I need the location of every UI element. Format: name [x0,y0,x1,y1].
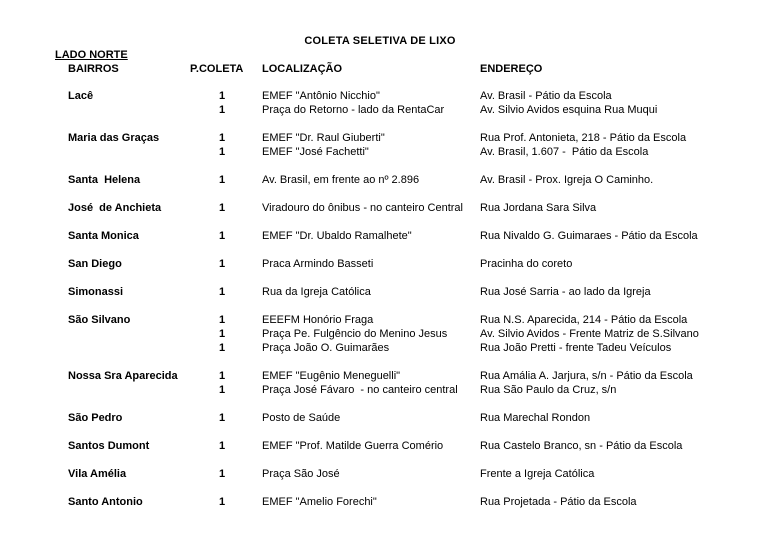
table-row [0,495,768,509]
bairro-name: Lacê [68,90,94,102]
point-location: Praça José Fávaro - no canteiro central [262,384,458,396]
point-count: 1 [218,146,226,158]
bairro-name: São Pedro [68,412,123,424]
point-location: EMEF "Antônio Nicchio" [262,90,380,102]
point-count: 1 [218,440,226,452]
bairro-points [190,257,768,271]
point-row [190,103,768,117]
document-title: COLETA SELETIVA DE LIXO [304,35,456,47]
point-row [190,145,768,159]
table-row [0,173,768,187]
point-address: Av. Brasil - Prox. Igreja O Caminho. [480,174,654,186]
bairro-points [190,173,768,187]
point-count: 1 [218,370,226,382]
point-row [190,411,768,425]
point-row [190,313,768,327]
point-count: 1 [218,468,226,480]
point-location: Praca Armindo Basseti [262,258,374,270]
table-row [0,257,768,271]
point-address: Rua São Paulo da Cruz, s/n [480,384,617,396]
point-address: Rua Jordana Sara Silva [480,202,597,214]
column-header-bairros: BAIRROS [68,63,119,75]
rows [0,89,768,523]
point-location: EMEF "José Fachetti" [262,146,369,158]
point-row [190,327,768,341]
point-address: Pracinha do coreto [480,258,573,270]
point-count: 1 [218,174,226,186]
table-header-row [0,62,768,76]
table-row [0,89,768,117]
table-row [0,229,768,243]
table-row [0,313,768,355]
bairro-points [190,131,768,159]
point-location: EMEF "Prof. Matilde Guerra Comério [262,440,444,452]
point-count: 1 [218,132,226,144]
point-count: 1 [218,202,226,214]
point-address: Rua Marechal Rondon [480,412,591,424]
point-count: 1 [218,412,226,424]
bairro-points [190,411,768,425]
point-address: Rua N.S. Aparecida, 214 - Pátio da Escola [480,314,688,326]
bairro-name: Maria das Graças [68,132,160,144]
bairro-name: Santo Antonio [68,496,143,508]
bairro-name: Santos Dumont [68,440,150,452]
bairro-points [190,313,768,355]
bairro-points [190,285,768,299]
bairro-name: San Diego [68,258,122,270]
bairro-name: Santa Helena [68,174,141,186]
table-row [0,285,768,299]
bairro-name: São Silvano [68,314,131,326]
point-location: Viradouro do ônibus - no canteiro Central [262,202,463,214]
point-location: EEEFM Honório Fraga [262,314,374,326]
point-address: Rua João Pretti - frente Tadeu Veículos [480,342,672,354]
point-count: 1 [218,384,226,396]
point-count: 1 [218,496,226,508]
point-row [190,341,768,355]
point-count: 1 [218,104,226,116]
point-location: EMEF "Dr. Ubaldo Ramalhete" [262,230,412,242]
point-address: Rua Projetada - Pátio da Escola [480,496,637,508]
point-address: Av. Brasil - Pátio da Escola [480,90,612,102]
point-count: 1 [218,90,226,102]
point-location: Posto de Saúde [262,412,341,424]
section-heading: LADO NORTE [55,49,128,61]
point-location: Praça do Retorno - lado da RentaCar [262,104,445,116]
point-count: 1 [218,258,226,270]
bairro-points [190,467,768,481]
point-address: Rua Castelo Branco, sn - Pátio da Escola [480,440,683,452]
point-row [190,229,768,243]
point-address: Rua Nivaldo G. Guimaraes - Pátio da Escola [480,230,698,242]
table-row [0,131,768,159]
bairro-points [190,201,768,215]
column-header-localizacao: LOCALIZAÇÃO [262,63,343,75]
point-row [190,285,768,299]
bairro-points [190,229,768,243]
point-location: Rua da Igreja Católica [262,286,371,298]
point-address: Av. Brasil, 1.607 - Pátio da Escola [480,146,649,158]
point-location: EMEF "Dr. Raul Giuberti" [262,132,385,144]
bairro-points [190,369,768,397]
point-row [190,89,768,103]
bairro-name: Santa Monica [68,230,139,242]
point-location: Praça São José [262,468,340,480]
column-header-pcoleta: P.COLETA [190,63,244,75]
point-location: Praça Pe. Fulgêncio do Menino Jesus [262,328,448,340]
point-count: 1 [218,230,226,242]
bairro-points [190,439,768,453]
table-row [0,369,768,397]
point-address: Rua Amália A. Jarjura, s/n - Pátio da Escola [480,370,693,382]
point-row [190,495,768,509]
point-count: 1 [218,342,226,354]
point-address: Rua José Sarria - ao lado da Igreja [480,286,651,298]
point-row [190,383,768,397]
point-count: 1 [218,286,226,298]
bairro-name: Simonassi [68,286,124,298]
bairro-points [190,89,768,117]
table-row [0,411,768,425]
table-row [0,439,768,453]
point-row [190,439,768,453]
point-row [190,131,768,145]
point-address: Frente a Igreja Católica [480,468,595,480]
bairro-name: José de Anchieta [68,202,162,214]
point-location: Av. Brasil, em frente ao nº 2.896 [262,174,420,186]
point-address: Rua Prof. Antonieta, 218 - Pátio da Escola [480,132,687,144]
point-address: Av. Silvio Avidos esquina Rua Muqui [480,104,658,116]
table-row [0,467,768,481]
point-location: EMEF "Amelio Forechi" [262,496,377,508]
bairro-points [190,495,768,509]
point-count: 1 [218,314,226,326]
point-row [190,201,768,215]
point-location: EMEF "Eugênio Meneguelli" [262,370,401,382]
point-count: 1 [218,328,226,340]
point-row [190,173,768,187]
bairro-name: Vila Amélia [68,468,127,480]
point-row [190,467,768,481]
point-location: Praça João O. Guimarães [262,342,390,354]
point-row [190,369,768,383]
column-header-endereco: ENDEREÇO [480,63,543,75]
point-address: Av. Silvio Avidos - Frente Matriz de S.Silvano [480,328,699,340]
bairro-name: Nossa Sra Aparecida [68,370,178,382]
point-row [190,257,768,271]
table-row [0,201,768,215]
